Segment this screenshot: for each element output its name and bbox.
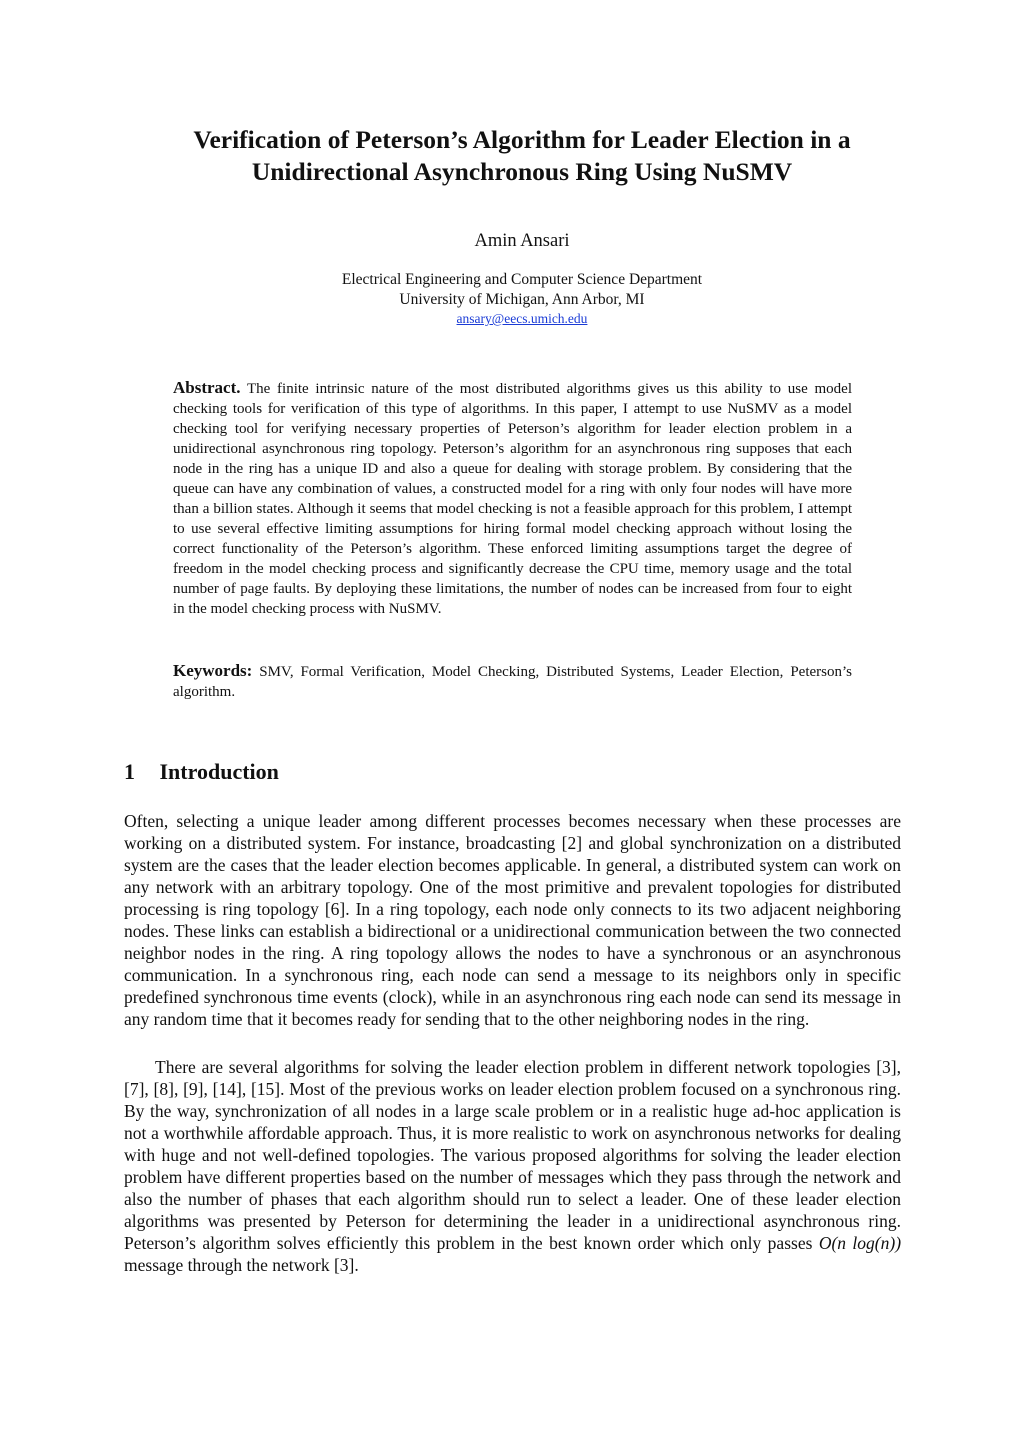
- abstract-label: Abstract.: [173, 378, 241, 397]
- keywords-text: SMV, Formal Verification, Model Checking, Distributed Systems, Leader Election, Peterson’s algorithm.: [173, 664, 852, 700]
- affiliation-department: Electrical Engineering and Computer Science Department: [341, 271, 703, 288]
- affiliation-block: [124, 270, 920, 328]
- keywords-block: [173, 661, 852, 702]
- title-line-1: Verification of Peterson’s Algorithm for Leader Election in a: [193, 125, 851, 154]
- abstract-block: [173, 378, 852, 619]
- abstract-text: The finite intrinsic nature of the most distributed algorithms gives us this ability to use model checking tools for verification of this type of algorithms. In this paper, I attempt to use NuSMV as a model checking tool for verifying necessary properties of Peterson’s algorithm for leader election problem in a unidirectional asynchronous ring topology. Peterson’s algorithm for an asynchronous ring supposes that each node in the ring has a unique ID and also a queue for dealing with storage problem. By considering that the queue can have any combination of values, a constructed model for a ring with only four nodes will have more than a billion states. Although it seems that model checking is not a feasible approach for this problem, I attempt to use several effective limiting assumptions for hiring formal model checking approach without losing the correct functionality of the Peterson’s algorithm. These enforced limiting assumptions target the degree of freedom in the model checking process and significantly decrease the CPU time, memory usage and the total number of page faults. By deploying these limitations, the number of nodes can be increased from four to eight in the model checking process with NuSMV.: [173, 381, 852, 617]
- affiliation-university: University of Michigan, Ann Arbor, MI: [399, 291, 645, 308]
- intro-paragraph-1: Often, selecting a unique leader among different processes becomes necessary when these processes are working on a distributed system. For instance, broadcasting [2] and global synchronization on a distributed system are the cases that the leader election becomes applicable. In general, a distributed system can work on any network with an arbitrary topology. One of the most primitive and prevalent topologies for distributed processing is ring topology [6]. In a ring topology, each node only connects to its two adjacent neighboring nodes. These links can establish a bidirectional or a unidirectional communication between the two connected neighbor nodes in the ring. A ring topology allows the nodes to have a synchronous or an asynchronous communication. In a synchronous ring, each node can send a message to its neighbors only in specific predefined synchronous time events (clock), while in an asynchronous ring each node can send its message in any random time that it becomes ready for sending that to the other neighboring nodes in the ring.: [124, 811, 901, 1029]
- complexity-formula: O(n log(n)): [818, 1233, 902, 1253]
- intro-paragraph-2-text: There are several algorithms for solving the leader election problem in different network topologies [3], [7], [8], [9], [14], [15]. Most of the previous works on leader election problem focused on a synchronous ring. By the way, synchronization of all nodes in a large scale problem or in a realistic huge ad-hoc application is not a worthwhile affordable approach. Thus, it is more realistic to work on asynchronous networks for dealing with huge and not well-defined topologies. The various proposed algorithms for solving the leader election problem have different properties based on the number of messages which they pass through the network and also the number of phases that each algorithm should run to select a leader. One of these leader election algorithms was presented by Peterson for determining the leader in a unidirectional asynchronous ring. Peterson’s algorithm solves efficiently this problem in the best known order which only passes: [124, 1057, 901, 1253]
- section-number: 1: [124, 759, 135, 784]
- intro-paragraph-2: [124, 1056, 901, 1276]
- section-title: Introduction: [159, 759, 279, 784]
- intro-paragraph-2-tail: message through the network [3].: [124, 1255, 359, 1275]
- title-line-2: Unidirectional Asynchronous Ring Using NuSMV: [251, 157, 793, 186]
- paper-title: [124, 124, 920, 188]
- author-name: Amin Ansari: [474, 231, 570, 251]
- section-heading-introduction: [124, 758, 279, 786]
- keywords-label: Keywords:: [173, 661, 253, 680]
- author-email-link[interactable]: ansary@eecs.umich.edu: [456, 311, 588, 326]
